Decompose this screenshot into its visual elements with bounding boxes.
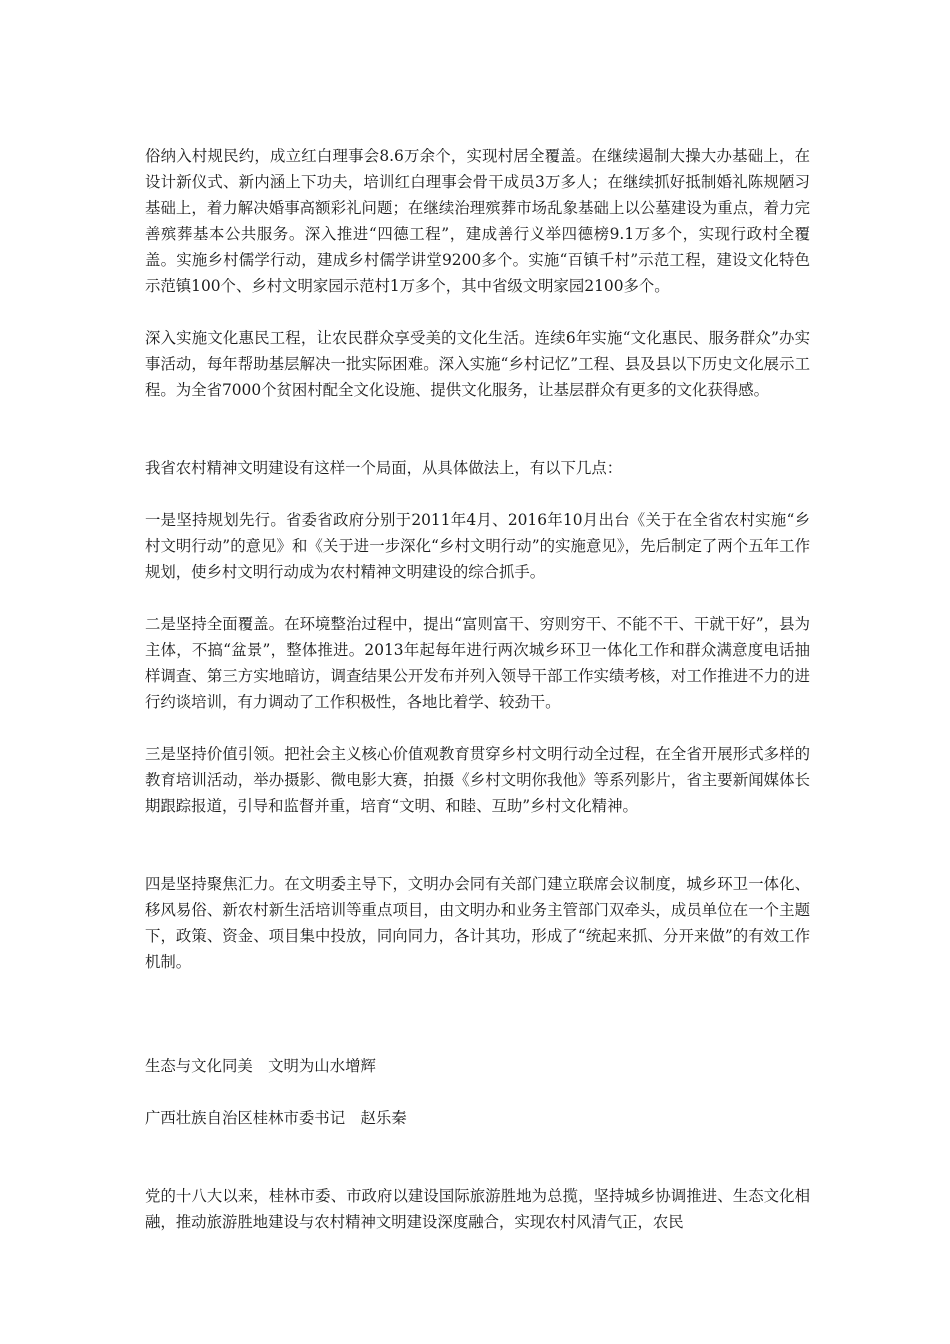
paragraph-joint-effort: 四是坚持聚焦汇力。在文明委主导下，文明办会同有关部门建立联席会议制度，城乡环卫一体化、移风易俗、新农村新生活培训等重点项目，由文明办和业务主管部门双牵头，成员单位在一个主题下，政策、资金、项目集中投放，同向同力，各计其功，形成了“统起来抓、分开来做”的有效工作机制。 (145, 875, 810, 971)
paragraph-planning: 一是坚持规划先行。省委省政府分别于2011年4月、2016年10月出台《关于在全省农村实施“乡村文明行动”的意见》和《关于进一步深化“乡村文明行动”的实施意见》，先后制定了两个五年工作规划，使乡村文明行动成为农村精神文明建设的综合抓手。 (145, 511, 810, 581)
author-line: 广西壮族自治区桂林市委书记 赵乐秦 (145, 1109, 407, 1127)
paragraph-cultural-benefit: 深入实施文化惠民工程，让农民群众享受美的文化生活。连续6年实施“文化惠民、服务群众”办实事活动，每年帮助基层解决一批实际困难。深入实施“乡村记忆”工程、县及县以下历史文化展示工程。为全省7000个贫困村配全文化设施、提供文化服务，让基层群众有更多的文化获得感。 (145, 329, 810, 399)
section-title: 生态与文化同美 文明为山水增辉 (145, 1057, 376, 1075)
paragraph-value-guidance: 三是坚持价值引领。把社会主义核心价值观教育贯穿乡村文明行动全过程，在全省开展形式多样的教育培训活动，举办摄影、微电影大赛，拍摄《乡村文明你我他》等系列影片，省主要新闻媒体长期跟踪报道，引导和监督并重，培育“文明、和睦、互助”乡村文化精神。 (145, 745, 810, 815)
paragraph-guilin-intro: 党的十八大以来，桂林市委、市政府以建设国际旅游胜地为总揽，坚持城乡协调推进、生态文化相融，推动旅游胜地建设与农村精神文明建设深度融合，实现农村风清气正，农民 (145, 1187, 810, 1231)
paragraph-overview: 我省农村精神文明建设有这样一个局面，从具体做法上，有以下几点： (145, 459, 623, 477)
paragraph-customs-reform: 俗纳入村规民约，成立红白理事会8.6万余个，实现村居全覆盖。在继续遏制大操大办基础上，在设计新仪式、新内涵上下功夫，培训红白理事会骨干成员3万多人；在继续抓好抵制婚礼陈规陋习基础上，着力解决婚事高额彩礼问题；在继续治理殡葬市场乱象基础上以公墓建设为重点，着力完善殡葬基本公共服务。深入推进“四德工程”，建成善行义举四德榜9.1万多个，实现行政村全覆盖。实施乡村儒学行动，建成乡村儒学讲堂9200多个。实施“百镇千村”示范工程，建设文化特色示范镇100个、乡村文明家园示范村1万多个，其中省级文明家园2100多个。 (145, 147, 810, 295)
paragraph-coverage: 二是坚持全面覆盖。在环境整治过程中，提出“富则富干、穷则穷干、不能不干、干就干好”，县为主体，不搞“盆景”，整体推进。2013年起每年进行两次城乡环卫一体化工作和群众满意度电话抽样调查、第三方实地暗访，调查结果公开发布并列入领导干部工作实绩考核，对工作推进不力的进行约谈培训，有力调动了工作积极性，各地比着学、较劲干。 (145, 615, 810, 711)
